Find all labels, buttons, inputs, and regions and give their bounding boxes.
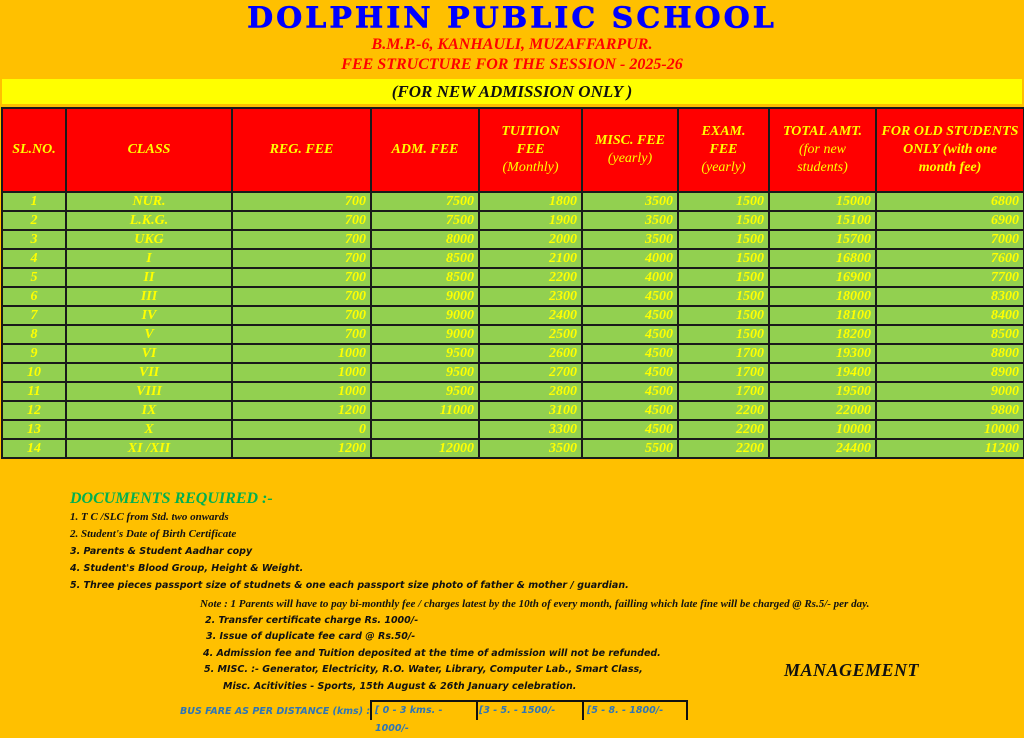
column-header-adm-fee	[371, 108, 479, 192]
documents-title: DOCUMENTS REQUIRED :-	[70, 490, 273, 507]
cell-tuition-fee: 3300	[479, 420, 582, 439]
cell-exam-fee: 1500	[678, 211, 769, 230]
cell-adm-fee: 9500	[371, 363, 479, 382]
cell-total-amount: 22000	[769, 401, 876, 420]
cell-adm-fee: 9000	[371, 325, 479, 344]
column-header-text: (for new	[798, 142, 847, 157]
cell-reg-fee: 700	[232, 325, 371, 344]
cell-reg-fee: 700	[232, 268, 371, 287]
cell-exam-fee: 1700	[678, 363, 769, 382]
column-header-text: TOTAL AMT.	[782, 124, 863, 139]
cell-old-students-fee: 7700	[876, 268, 1024, 287]
cell-exam-fee: 1500	[678, 325, 769, 344]
cell-sl-no: 3	[2, 230, 66, 249]
cell-adm-fee: 9000	[371, 306, 479, 325]
column-header-text: CLASS	[127, 142, 171, 157]
cell-total-amount: 18200	[769, 325, 876, 344]
column-header-class	[66, 108, 232, 192]
table-header-row	[2, 108, 1024, 192]
cell-misc-fee: 5500	[582, 439, 678, 458]
cell-adm-fee: 9500	[371, 382, 479, 401]
cell-class: VIII	[66, 382, 232, 401]
cell-total-amount: 16800	[769, 249, 876, 268]
cell-class: NUR.	[66, 192, 232, 211]
column-header-total-amount	[769, 108, 876, 192]
cell-misc-fee: 3500	[582, 211, 678, 230]
cell-sl-no: 10	[2, 363, 66, 382]
cell-sl-no: 11	[2, 382, 66, 401]
note-item: 3. Issue of duplicate fee card @ Rs.50/-	[206, 631, 416, 642]
cell-total-amount: 10000	[769, 420, 876, 439]
cell-old-students-fee: 8400	[876, 306, 1024, 325]
cell-sl-no: 5	[2, 268, 66, 287]
cell-total-amount: 19300	[769, 344, 876, 363]
cell-class: III	[66, 287, 232, 306]
column-header-text: FEE	[516, 142, 545, 157]
cell-tuition-fee: 3100	[479, 401, 582, 420]
cell-sl-no: 9	[2, 344, 66, 363]
column-header-text: students)	[797, 160, 848, 175]
table-row	[2, 420, 1024, 439]
cell-reg-fee: 1000	[232, 344, 371, 363]
document-item: 5. Three pieces passport size of studnets & one each passport size photo of father & mother / guardian.	[70, 580, 629, 591]
note-item: Misc. Acitivities - Sports, 15th August & 26th January celebration.	[223, 680, 577, 692]
column-header-text: SL.NO.	[12, 142, 56, 157]
cell-reg-fee: 700	[232, 230, 371, 249]
note-item: 4. Admission fee and Tuition deposited at the time of admission will not be refunded.	[203, 647, 661, 659]
column-header-text: MISC. FEE	[594, 133, 666, 148]
table-row	[2, 344, 1024, 363]
column-header-exam-fee	[678, 108, 769, 192]
cell-misc-fee: 4500	[582, 325, 678, 344]
cell-class: UKG	[66, 230, 232, 249]
cell-tuition-fee: 2600	[479, 344, 582, 363]
cell-adm-fee: 9000	[371, 287, 479, 306]
header-band	[2, 2, 1022, 78]
document-item: 1. T C /SLC from Std. two onwards	[70, 511, 229, 523]
table-row	[2, 439, 1024, 458]
cell-exam-fee: 1500	[678, 268, 769, 287]
cell-adm-fee: 8500	[371, 249, 479, 268]
note-item: 2. Transfer certificate charge Rs. 1000/-	[205, 614, 419, 626]
column-header-text: FOR OLD STUDENTS	[881, 124, 1019, 139]
table-body	[2, 192, 1024, 458]
cell-exam-fee: 1700	[678, 344, 769, 363]
admission-notice-band	[2, 79, 1022, 104]
cell-misc-fee: 4500	[582, 420, 678, 439]
cell-old-students-fee: 7600	[876, 249, 1024, 268]
cell-class: II	[66, 268, 232, 287]
cell-misc-fee: 3500	[582, 230, 678, 249]
cell-exam-fee: 1700	[678, 382, 769, 401]
cell-exam-fee: 1500	[678, 192, 769, 211]
cell-adm-fee: 8000	[371, 230, 479, 249]
cell-class: L.K.G.	[66, 211, 232, 230]
column-header-text: REG. FEE	[269, 142, 334, 157]
cell-sl-no: 12	[2, 401, 66, 420]
column-header-text: EXAM.	[701, 124, 746, 139]
table-row	[2, 325, 1024, 344]
cell-reg-fee: 700	[232, 306, 371, 325]
note-item: Note : 1 Parents will have to pay bi-monthly fee / charges latest by the 10th of every month, failling which late fine will be charged @ Rs.5/- per day.	[200, 598, 870, 610]
cell-total-amount: 15700	[769, 230, 876, 249]
cell-old-students-fee: 8900	[876, 363, 1024, 382]
cell-sl-no: 6	[2, 287, 66, 306]
fee-table	[1, 107, 1024, 459]
cell-old-students-fee: 6900	[876, 211, 1024, 230]
cell-class: V	[66, 325, 232, 344]
cell-sl-no: 8	[2, 325, 66, 344]
cell-misc-fee: 4500	[582, 344, 678, 363]
cell-class: VI	[66, 344, 232, 363]
documents-list	[70, 509, 629, 594]
column-header-text: (Monthly)	[502, 160, 559, 175]
note-item: 5. MISC. :- Generator, Electricity, R.O. Water, Library, Computer Lab., Smart Class,	[204, 664, 643, 675]
cell-reg-fee: 1200	[232, 439, 371, 458]
cell-class: I	[66, 249, 232, 268]
cell-misc-fee: 3500	[582, 192, 678, 211]
cell-exam-fee: 1500	[678, 230, 769, 249]
column-header-misc-fee	[582, 108, 678, 192]
cell-adm-fee: 12000	[371, 439, 479, 458]
bus-fare-slab: [3 - 5. - 1500/-	[476, 700, 584, 720]
cell-exam-fee: 1500	[678, 306, 769, 325]
column-header-text: ONLY (with one	[903, 142, 997, 157]
column-header-text: ADM. FEE	[391, 142, 459, 157]
cell-tuition-fee: 2000	[479, 230, 582, 249]
cell-sl-no: 4	[2, 249, 66, 268]
bus-fare-slab: [5 - 8. - 1800/-	[582, 700, 688, 720]
cell-tuition-fee: 2400	[479, 306, 582, 325]
column-header-tuition-fee	[479, 108, 582, 192]
cell-reg-fee: 700	[232, 192, 371, 211]
cell-old-students-fee: 7000	[876, 230, 1024, 249]
cell-adm-fee: 7500	[371, 211, 479, 230]
cell-class: X	[66, 420, 232, 439]
cell-old-students-fee: 9000	[876, 382, 1024, 401]
cell-old-students-fee: 9800	[876, 401, 1024, 420]
school-address: B.M.P.-6, KANHAULI, MUZAFFARPUR.	[371, 36, 653, 53]
cell-reg-fee: 700	[232, 287, 371, 306]
cell-class: XI /XII	[66, 439, 232, 458]
management-signature: MANAGEMENT	[784, 660, 920, 680]
cell-misc-fee: 4500	[582, 382, 678, 401]
cell-adm-fee: 8500	[371, 268, 479, 287]
cell-reg-fee: 700	[232, 211, 371, 230]
school-name: DOLPHIN PUBLIC SCHOOL	[247, 1, 777, 36]
cell-sl-no: 2	[2, 211, 66, 230]
table-row	[2, 192, 1024, 211]
cell-class: VII	[66, 363, 232, 382]
cell-tuition-fee: 2700	[479, 363, 582, 382]
cell-total-amount: 18100	[769, 306, 876, 325]
cell-old-students-fee: 10000	[876, 420, 1024, 439]
cell-reg-fee: 0	[232, 420, 371, 439]
cell-reg-fee: 1200	[232, 401, 371, 420]
document-item: 2. Student's Date of Birth Certificate	[70, 528, 237, 540]
cell-exam-fee: 1500	[678, 287, 769, 306]
cell-adm-fee: 11000	[371, 401, 479, 420]
cell-old-students-fee: 11200	[876, 439, 1024, 458]
cell-misc-fee: 4500	[582, 287, 678, 306]
column-header-old-students-fee	[876, 108, 1024, 192]
cell-exam-fee: 1500	[678, 249, 769, 268]
cell-reg-fee: 1000	[232, 363, 371, 382]
column-header-text: FEE	[709, 142, 738, 157]
cell-tuition-fee: 2300	[479, 287, 582, 306]
cell-class: IV	[66, 306, 232, 325]
cell-total-amount: 15100	[769, 211, 876, 230]
table-row	[2, 306, 1024, 325]
cell-tuition-fee: 1900	[479, 211, 582, 230]
notes-section	[200, 596, 869, 695]
cell-sl-no: 14	[2, 439, 66, 458]
cell-old-students-fee: 8300	[876, 287, 1024, 306]
table-row	[2, 401, 1024, 420]
table-row	[2, 363, 1024, 382]
cell-tuition-fee: 2500	[479, 325, 582, 344]
table-row	[2, 287, 1024, 306]
table-row	[2, 211, 1024, 230]
cell-total-amount: 19400	[769, 363, 876, 382]
column-header-text: (yearly)	[607, 151, 653, 166]
document-item: 3. Parents & Student Aadhar copy	[70, 546, 253, 557]
cell-tuition-fee: 2800	[479, 382, 582, 401]
cell-total-amount: 15000	[769, 192, 876, 211]
cell-exam-fee: 2200	[678, 420, 769, 439]
cell-misc-fee: 4500	[582, 363, 678, 382]
cell-sl-no: 13	[2, 420, 66, 439]
cell-old-students-fee: 6800	[876, 192, 1024, 211]
cell-exam-fee: 2200	[678, 401, 769, 420]
cell-total-amount: 18000	[769, 287, 876, 306]
table-row	[2, 249, 1024, 268]
cell-tuition-fee: 3500	[479, 439, 582, 458]
cell-misc-fee: 4500	[582, 306, 678, 325]
cell-misc-fee: 4000	[582, 268, 678, 287]
cell-misc-fee: 4500	[582, 401, 678, 420]
column-header-sl-no	[2, 108, 66, 192]
table-row	[2, 382, 1024, 401]
cell-sl-no: 7	[2, 306, 66, 325]
table-row	[2, 268, 1024, 287]
session-title: FEE STRUCTURE FOR THE SESSION - 2025-26	[341, 56, 683, 73]
cell-total-amount: 16900	[769, 268, 876, 287]
column-header-text: TUITION	[501, 124, 560, 139]
cell-misc-fee: 4000	[582, 249, 678, 268]
cell-reg-fee: 1000	[232, 382, 371, 401]
documents-section	[70, 489, 629, 594]
cell-adm-fee: 9500	[371, 344, 479, 363]
document-item: 4. Student's Blood Group, Height & Weight.	[70, 563, 304, 574]
cell-old-students-fee: 8500	[876, 325, 1024, 344]
cell-adm-fee: 7500	[371, 192, 479, 211]
table-row	[2, 230, 1024, 249]
cell-old-students-fee: 8800	[876, 344, 1024, 363]
cell-tuition-fee: 2100	[479, 249, 582, 268]
cell-adm-fee	[371, 420, 479, 439]
cell-exam-fee: 2200	[678, 439, 769, 458]
cell-tuition-fee: 1800	[479, 192, 582, 211]
cell-total-amount: 19500	[769, 382, 876, 401]
cell-reg-fee: 700	[232, 249, 371, 268]
bus-fare-slab: [ 0 - 3 kms. - 1000/-	[370, 700, 478, 720]
column-header-text: month fee)	[918, 160, 982, 175]
cell-total-amount: 24400	[769, 439, 876, 458]
column-header-reg-fee	[232, 108, 371, 192]
admission-notice: (FOR NEW ADMISSION ONLY )	[391, 82, 633, 101]
cell-class: IX	[66, 401, 232, 420]
cell-tuition-fee: 2200	[479, 268, 582, 287]
bus-fare-label: BUS FARE AS PER DISTANCE (kms) :	[180, 706, 371, 717]
column-header-text: (yearly)	[701, 160, 746, 175]
cell-sl-no: 1	[2, 192, 66, 211]
